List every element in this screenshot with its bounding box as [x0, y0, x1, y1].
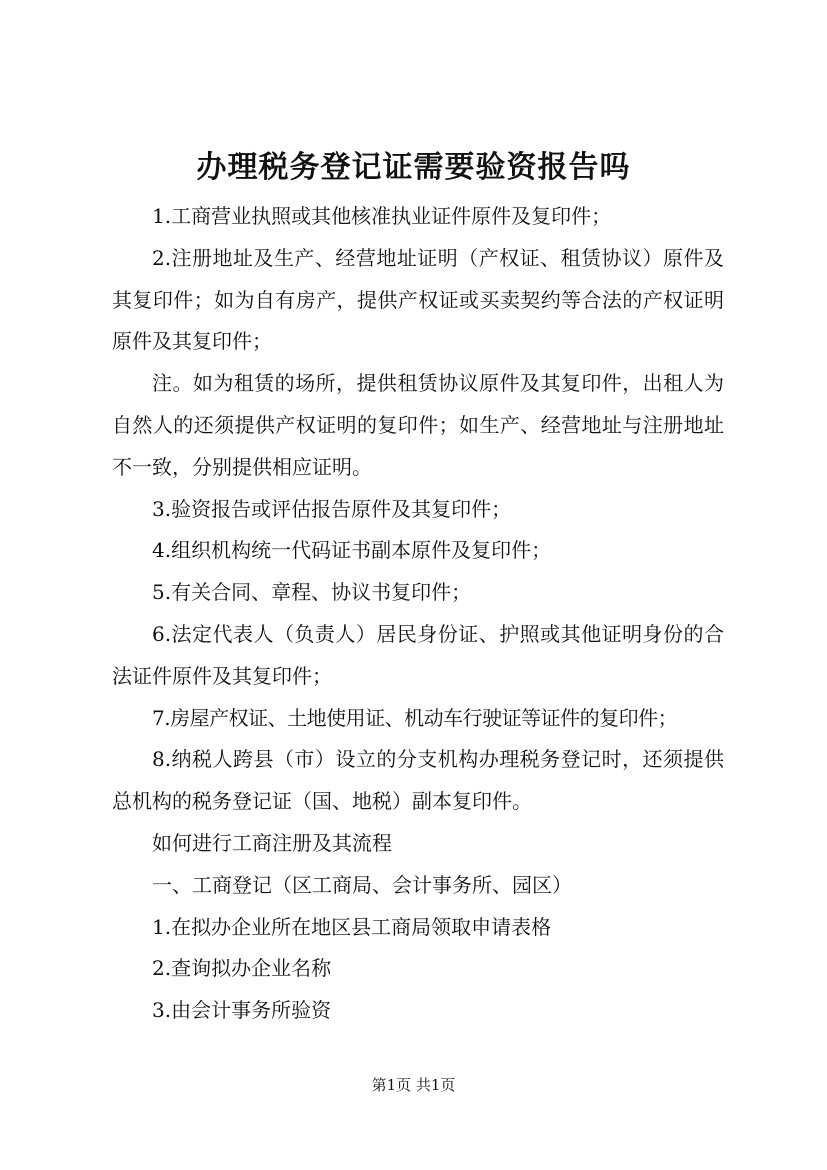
paragraph-item-5: 5.有关合同、章程、协议书复印件；	[152, 580, 472, 605]
document-body	[112, 196, 724, 1032]
subsection-heading: 一、工商登记（区工商局、会计事务所、园区）	[152, 872, 572, 897]
paragraph-item-6: 6.法定代表人（负责人）居民身份证、护照或其他证明身份的合法证件原件及其复印件；	[112, 621, 724, 688]
step-item-1: 1.在拟办企业所在地区县工商局领取申请表格	[152, 914, 552, 939]
step-item-3: 3.由会计事务所验资	[152, 998, 332, 1023]
paragraph-note: 注。如为租赁的场所，提供租赁协议原件及其复印件，出租人为自然人的还须提供产权证明的复印件；如生产、经营地址与注册地址不一致，分别提供相应证明。	[112, 371, 724, 479]
paragraph-item-4: 4.组织机构统一代码证书副本原件及复印件；	[152, 538, 552, 563]
step-item-2: 2.查询拟办企业名称	[152, 956, 332, 981]
paragraph-item-1: 1.工商营业执照或其他核准执业证件原件及复印件；	[152, 204, 612, 228]
document-title: 办理税务登记证需要验资报告吗	[196, 150, 631, 185]
paragraph-item-3: 3.验资报告或评估报告原件及其复印件；	[152, 496, 512, 521]
paragraph-item-2: 2.注册地址及生产、经营地址证明（产权证、租赁协议）原件及其复印件；如为自有房产，提供产权证或买卖契约等合法的产权证明原件及其复印件；	[112, 245, 724, 354]
page-footer: 第1页 共1页	[371, 1076, 456, 1094]
section-heading: 如何进行工商注册及其流程	[152, 830, 392, 855]
paragraph-item-8: 8.纳税人跨县（市）设立的分支机构办理税务登记时，还须提供总机构的税务登记证（国、地税）副本复印件。	[112, 747, 724, 814]
paragraph-item-7: 7.房屋产权证、土地使用证、机动车行驶证等证件的复印件；	[152, 705, 678, 730]
